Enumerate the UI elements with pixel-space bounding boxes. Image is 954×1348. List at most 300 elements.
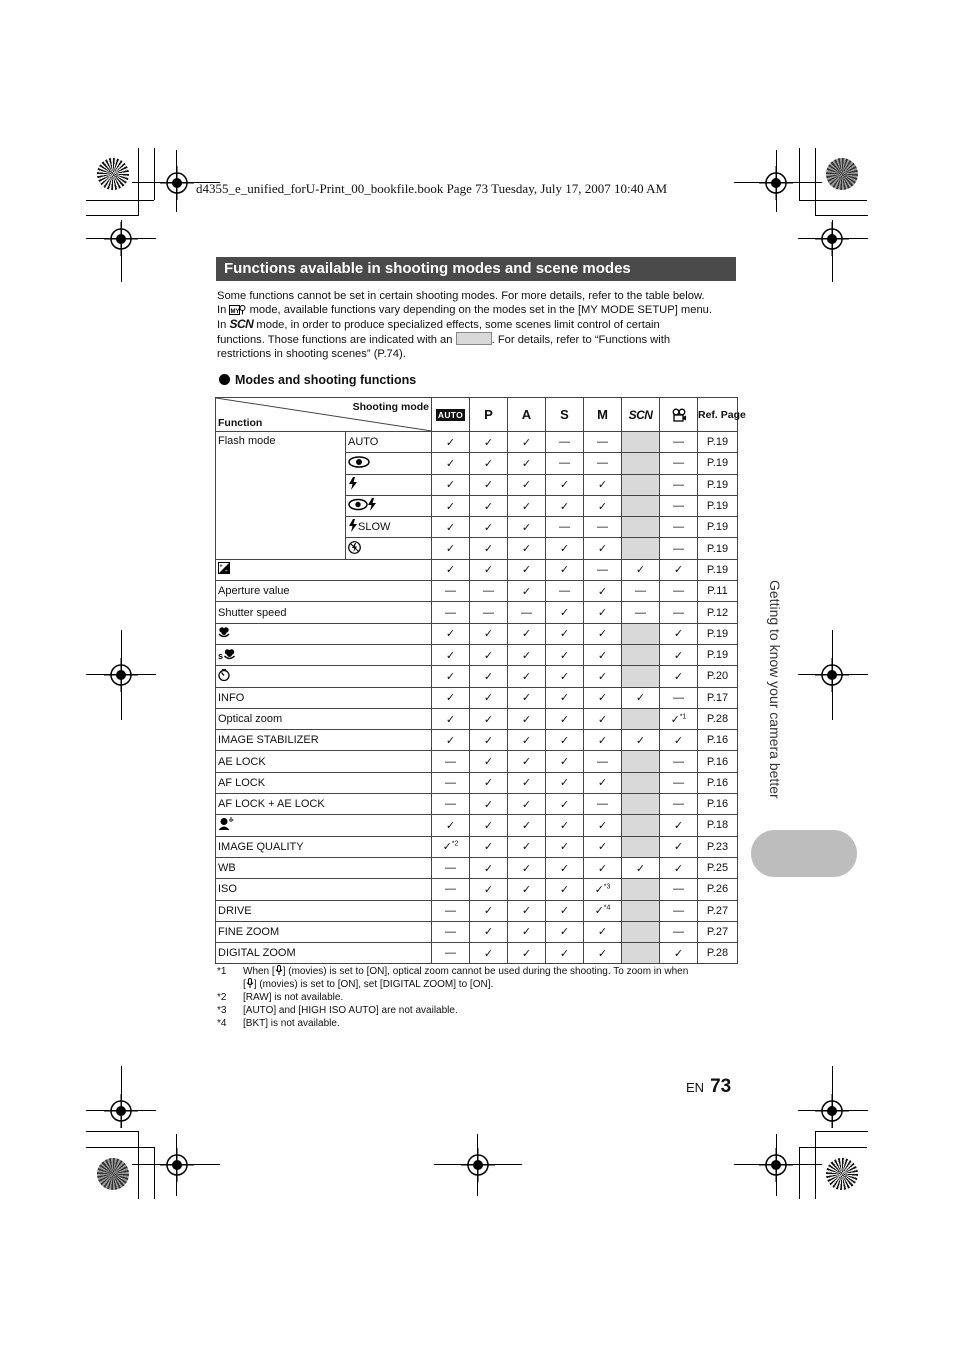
ref-page-cell: P.19: [698, 495, 738, 516]
mode-cell: [584, 836, 622, 857]
cell-value: ✓: [673, 947, 684, 960]
mode-cell: [432, 708, 470, 729]
cell-value: ✓: [521, 734, 532, 747]
table-row: [216, 836, 738, 857]
cell-value: ✓: [483, 670, 494, 683]
mode-cell: [546, 644, 584, 665]
function-cell: AE LOCK: [216, 751, 432, 772]
mode-cell: [584, 857, 622, 878]
page-number: [686, 1076, 731, 1098]
cell-value: —: [635, 585, 646, 598]
mode-cell: [432, 921, 470, 942]
mode-cell: [470, 581, 508, 602]
cell-value: —: [483, 585, 494, 598]
mode-header-s: S: [546, 398, 584, 432]
color-target-icon: [97, 158, 129, 190]
cell-value: ✓: [521, 841, 532, 854]
mode-cell: [622, 751, 660, 772]
mode-cell: [470, 687, 508, 708]
mode-cell: —: [660, 432, 698, 453]
print-header: d4355_e_unified_forU-Print_00_bookfile.book Page 73 Tuesday, July 17, 2007 10:40 AM: [196, 181, 668, 196]
mode-cell: [508, 559, 546, 580]
mode-cell: [622, 474, 660, 495]
mode-cell: [470, 751, 508, 772]
cell-value: ✓: [445, 670, 456, 683]
cell-value: ✓: [673, 670, 684, 683]
intro-text: mode, in order to produce specialized effects, some scenes limit control of certain: [256, 319, 660, 331]
ref-page-cell: P.19: [698, 559, 738, 580]
cell-value: ✓: [521, 883, 532, 896]
chapter-side-label: [766, 580, 782, 828]
mode-cell: [660, 644, 698, 665]
cell-value: —: [673, 691, 684, 704]
mode-cell: [546, 453, 584, 474]
cell-value: ✓: [521, 926, 532, 939]
mode-cell: [470, 453, 508, 474]
chapter-tab: [751, 830, 857, 877]
svg-text:MY: MY: [230, 309, 240, 316]
mode-cell: [622, 559, 660, 580]
cell-value: ✓: [442, 841, 452, 854]
cell-value: —: [597, 798, 608, 811]
cell-value: ✓: [673, 734, 684, 747]
cell-value: ✓: [521, 756, 532, 769]
mode-cell: [470, 836, 508, 857]
mode-cell: [622, 432, 660, 453]
table-row: [216, 623, 738, 644]
scn-mode-icon: SCN: [628, 407, 653, 422]
table-corner-header: [216, 398, 432, 432]
mode-cell: [584, 708, 622, 729]
mode-cell: [432, 687, 470, 708]
cell-value: ✓: [559, 819, 570, 832]
mode-cell: [622, 815, 660, 836]
auto-mode-icon: AUTO: [437, 409, 464, 420]
ref-page-cell: P.20: [698, 666, 738, 687]
scn-mode-icon: SCN: [229, 317, 254, 331]
mode-cell: [660, 666, 698, 687]
cell-value: ✓: [483, 436, 494, 449]
mode-cell: [660, 623, 698, 644]
flash-icon: [348, 519, 358, 535]
mode-cell: [622, 836, 660, 857]
mode-cell: [470, 495, 508, 516]
cell-value: —: [445, 585, 456, 598]
cell-value: ✓: [521, 457, 532, 470]
mode-cell: [508, 432, 546, 453]
mode-cell: [660, 836, 698, 857]
cell-value: ✓: [597, 947, 608, 960]
mode-cell: [432, 794, 470, 815]
cell-value: ✓: [483, 479, 494, 492]
mode-cell: [470, 644, 508, 665]
mode-cell: [470, 432, 508, 453]
ref-page-cell: P.19: [698, 517, 738, 538]
mode-cell: [584, 432, 622, 453]
cell-value: ✓: [673, 649, 684, 662]
mode-cell: [432, 900, 470, 921]
cell-value: ✓: [521, 862, 532, 875]
bullet-icon: [219, 374, 230, 385]
cell-value: ✓: [483, 713, 494, 726]
intro-text: mode, available functions vary depending on the modes set in the [MY MODE SETUP] menu.: [249, 304, 713, 316]
intro-line: restrictions in shooting scenes” (P.74).: [217, 348, 406, 360]
mode-cell: [660, 559, 698, 580]
cell-value: ✓: [521, 543, 532, 556]
footnote-ref: *3: [603, 883, 611, 891]
cell-value: ✓: [521, 819, 532, 832]
mode-cell: [546, 943, 584, 964]
ref-page-cell: P.25: [698, 857, 738, 878]
mode-cell: [546, 495, 584, 516]
mode-cell: [622, 453, 660, 474]
mode-cell: [660, 879, 698, 900]
flash-submode-text: SLOW: [358, 521, 391, 534]
mode-cell: [584, 623, 622, 644]
mode-cell: [508, 474, 546, 495]
cell-value: ✓: [521, 649, 532, 662]
mode-cell: [546, 708, 584, 729]
mode-cell: [584, 751, 622, 772]
intro-text: In: [217, 319, 227, 331]
mode-cell: [508, 495, 546, 516]
footnote-text: [AUTO] and [HIGH ISO AUTO] are not available.: [243, 1005, 458, 1016]
cell-value: ✓: [445, 457, 456, 470]
cell-value: ✓: [521, 436, 532, 449]
cell-value: ✓: [559, 692, 570, 705]
ref-page-cell: P.16: [698, 730, 738, 751]
mode-cell: [432, 857, 470, 878]
function-cell: [216, 559, 432, 580]
function-cell: FINE ZOOM: [216, 921, 432, 942]
cell-value: ✓: [597, 670, 608, 683]
mode-cell: [432, 602, 470, 623]
mode-cell: [508, 666, 546, 687]
cell-value: ✓: [594, 883, 604, 896]
mode-cell: [470, 666, 508, 687]
cell-value: —: [483, 606, 494, 619]
mode-cell: [546, 474, 584, 495]
mode-cell: [622, 921, 660, 942]
mode-cell: —: [660, 495, 698, 516]
mode-cell: [622, 794, 660, 815]
intro-text: functions. Those functions are indicated with an: [217, 334, 453, 346]
mode-cell: [622, 602, 660, 623]
mode-cell: [622, 581, 660, 602]
mode-cell: [584, 517, 622, 538]
mode-cell: [432, 644, 470, 665]
mode-cell: [660, 751, 698, 772]
svg-text:+: +: [219, 563, 223, 570]
mode-cell: [584, 815, 622, 836]
cell-value: ✓: [445, 436, 456, 449]
mode-cell: [584, 644, 622, 665]
cell-value: ✓: [483, 841, 494, 854]
function-label: Function: [218, 417, 263, 429]
cell-value: ✓: [673, 819, 684, 832]
mode-cell: —: [660, 453, 698, 474]
function-cell: Shutter speed: [216, 602, 432, 623]
mode-cell: [508, 921, 546, 942]
cell-value: ✓: [597, 841, 608, 854]
cell-value: ✓: [597, 862, 608, 875]
mode-cell: [508, 751, 546, 772]
cell-value: ✓: [594, 905, 604, 918]
restriction-swatch: [456, 332, 492, 345]
cell-value: ✓: [559, 543, 570, 556]
mode-cell: [622, 900, 660, 921]
mode-cell: [660, 581, 698, 602]
cell-value: ✓: [559, 713, 570, 726]
cell-value: —: [673, 776, 684, 789]
footnote: [217, 1004, 739, 1017]
cell-value: —: [559, 521, 570, 534]
cell-value: —: [521, 606, 532, 619]
mode-cell: [432, 432, 470, 453]
self-timer-icon: [218, 669, 230, 684]
cell-value: ✓: [597, 585, 608, 598]
color-target-icon: [97, 1158, 129, 1190]
ref-page-cell: P.16: [698, 794, 738, 815]
cell-value: ✓: [445, 628, 456, 641]
svg-text:s: s: [218, 650, 224, 661]
mode-cell: [622, 623, 660, 644]
mode-cell: [622, 517, 660, 538]
function-cell: AF LOCK + AE LOCK: [216, 794, 432, 815]
mode-cell: [508, 517, 546, 538]
function-cell: AF LOCK: [216, 772, 432, 793]
mode-cell: [546, 921, 584, 942]
table-row: [216, 666, 738, 687]
cell-value: —: [445, 776, 456, 789]
subheading-text: Modes and shooting functions: [235, 373, 417, 387]
mode-cell: [546, 623, 584, 644]
intro-line: Some functions cannot be set in certain shooting modes. For more details, refer to the table below.: [217, 290, 705, 302]
cell-value: ✓: [483, 734, 494, 747]
mode-cell: [508, 708, 546, 729]
cell-value: —: [445, 606, 456, 619]
mode-cell: [546, 432, 584, 453]
table-row: [216, 644, 738, 665]
cell-value: ✓: [635, 862, 646, 875]
mode-cell: [584, 474, 622, 495]
cell-value: ✓: [521, 798, 532, 811]
mode-cell: [622, 666, 660, 687]
ref-page-cell: P.19: [698, 538, 738, 559]
cell-value: ✓: [559, 883, 570, 896]
intro-line: [217, 317, 739, 332]
registration-mark-icon: [815, 658, 849, 692]
cell-value: ✓: [559, 841, 570, 854]
mode-header-movie: [660, 398, 698, 432]
cell-value: ✓: [483, 883, 494, 896]
footnotes: [217, 965, 739, 1030]
footnote-text: [RAW] is not available.: [243, 992, 344, 1003]
cell-value: ✓: [559, 947, 570, 960]
mode-cell: [622, 857, 660, 878]
mode-cell: [470, 730, 508, 751]
mode-header-auto: [432, 398, 470, 432]
mode-cell: [432, 772, 470, 793]
mode-cell: [508, 602, 546, 623]
cell-value: ✓: [597, 777, 608, 790]
mode-cell: [432, 943, 470, 964]
macro-icon: [218, 626, 230, 641]
cell-value: ✓: [445, 649, 456, 662]
ref-page-cell: P.19: [698, 453, 738, 474]
mode-cell: [546, 836, 584, 857]
cell-value: ✓: [559, 649, 570, 662]
mode-cell: —: [660, 474, 698, 495]
cell-value: ✓: [521, 777, 532, 790]
cell-value: ✓: [483, 756, 494, 769]
cell-value: ✓: [559, 905, 570, 918]
function-cell: ISO: [216, 879, 432, 900]
intro-paragraph: [217, 289, 739, 361]
registration-mark-icon: [759, 166, 793, 200]
mode-cell: [622, 730, 660, 751]
table-row: [216, 432, 738, 453]
ref-page-cell: P.19: [698, 432, 738, 453]
mode-cell: [546, 857, 584, 878]
mode-cell: [584, 921, 622, 942]
ref-page-cell: P.27: [698, 900, 738, 921]
intro-text: . For details, refer to “Functions with: [491, 334, 671, 346]
intro-text: In: [217, 304, 227, 316]
cell-value: —: [635, 606, 646, 619]
mode-cell: [432, 666, 470, 687]
mic-icon: [246, 979, 254, 990]
ref-page-cell: P.27: [698, 921, 738, 942]
flash-mode-label: Flash mode: [216, 432, 346, 560]
mode-cell: [622, 495, 660, 516]
mode-cell: [622, 879, 660, 900]
registration-mark-icon: [104, 658, 138, 692]
mode-cell: [546, 687, 584, 708]
mode-cell: [432, 474, 470, 495]
mode-cell: [584, 794, 622, 815]
cell-value: ✓: [521, 479, 532, 492]
mode-cell: [546, 581, 584, 602]
mode-cell: [508, 857, 546, 878]
registration-mark-icon: [160, 166, 194, 200]
footnote-key: *3: [217, 1005, 227, 1016]
function-cell: DRIVE: [216, 900, 432, 921]
mode-cell: [584, 538, 622, 559]
mode-cell: [470, 921, 508, 942]
cell-value: ✓: [597, 734, 608, 747]
cell-value: —: [445, 904, 456, 917]
function-cell: IMAGE STABILIZER: [216, 730, 432, 751]
mode-cell: [660, 900, 698, 921]
cell-value: ✓: [445, 521, 456, 534]
svg-text:−: −: [225, 568, 228, 575]
mode-cell: [622, 644, 660, 665]
shooting-mode-label: Shooting mode: [352, 401, 429, 413]
cell-value: ✓: [597, 479, 608, 492]
mode-cell: [432, 559, 470, 580]
cell-value: ✓: [559, 926, 570, 939]
table-row: [216, 921, 738, 942]
mode-cell: [470, 857, 508, 878]
function-cell: IMAGE QUALITY: [216, 836, 432, 857]
cell-value: —: [673, 585, 684, 598]
mode-cell: [584, 666, 622, 687]
mode-cell: [470, 943, 508, 964]
ref-page-cell: P.19: [698, 474, 738, 495]
cell-value: —: [597, 457, 608, 470]
mode-cell: [660, 815, 698, 836]
mode-cell: [546, 517, 584, 538]
mode-cell: [470, 474, 508, 495]
mode-cell: [660, 708, 698, 729]
color-target-icon: [826, 158, 858, 190]
cell-value: —: [673, 606, 684, 619]
cell-value: ✓: [483, 457, 494, 470]
mode-cell: [622, 687, 660, 708]
registration-mark-icon: [759, 1148, 793, 1182]
mode-cell: [546, 538, 584, 559]
mode-cell: [584, 900, 622, 921]
cell-value: —: [559, 436, 570, 449]
cell-value: ✓: [483, 543, 494, 556]
cell-value: ✓: [521, 692, 532, 705]
table-row: [216, 581, 738, 602]
cell-value: ✓: [445, 479, 456, 492]
table-row: [216, 772, 738, 793]
mode-cell: [432, 879, 470, 900]
cell-value: —: [597, 563, 608, 576]
page-lang: EN: [686, 1080, 705, 1095]
cell-value: ✓: [559, 862, 570, 875]
cell-value: ✓: [559, 756, 570, 769]
cell-value: ✓: [445, 819, 456, 832]
cell-value: —: [445, 862, 456, 875]
cell-value: ✓: [559, 500, 570, 513]
mode-cell: [546, 730, 584, 751]
cell-value: ✓: [673, 862, 684, 875]
ref-page-cell: P.19: [698, 623, 738, 644]
registration-mark-icon: [160, 1148, 194, 1182]
face-detect-icon: [218, 817, 234, 833]
mode-header-scn: [622, 398, 660, 432]
mode-cell: [470, 900, 508, 921]
cell-value: ✓: [521, 713, 532, 726]
table-row: [216, 751, 738, 772]
mode-cell: [660, 772, 698, 793]
cell-value: —: [597, 755, 608, 768]
ref-page-cell: P.26: [698, 879, 738, 900]
mode-cell: [660, 794, 698, 815]
footnote: [217, 965, 739, 991]
registration-mark-icon: [104, 222, 138, 256]
mode-cell: [470, 815, 508, 836]
function-cell: [216, 623, 432, 644]
mode-cell: [584, 879, 622, 900]
registration-mark-icon: [815, 222, 849, 256]
mode-cell: [508, 687, 546, 708]
mode-cell: [622, 772, 660, 793]
color-target-icon: [826, 1158, 858, 1190]
flash-submode: [346, 495, 432, 516]
function-cell: [216, 644, 432, 665]
cell-value: —: [673, 925, 684, 938]
footnote-key: *2: [217, 992, 227, 1003]
function-cell: Aperture value: [216, 581, 432, 602]
chapter-label-text: Getting to know your camera better: [767, 580, 783, 799]
mode-cell: [584, 943, 622, 964]
cell-value: ✓: [521, 628, 532, 641]
